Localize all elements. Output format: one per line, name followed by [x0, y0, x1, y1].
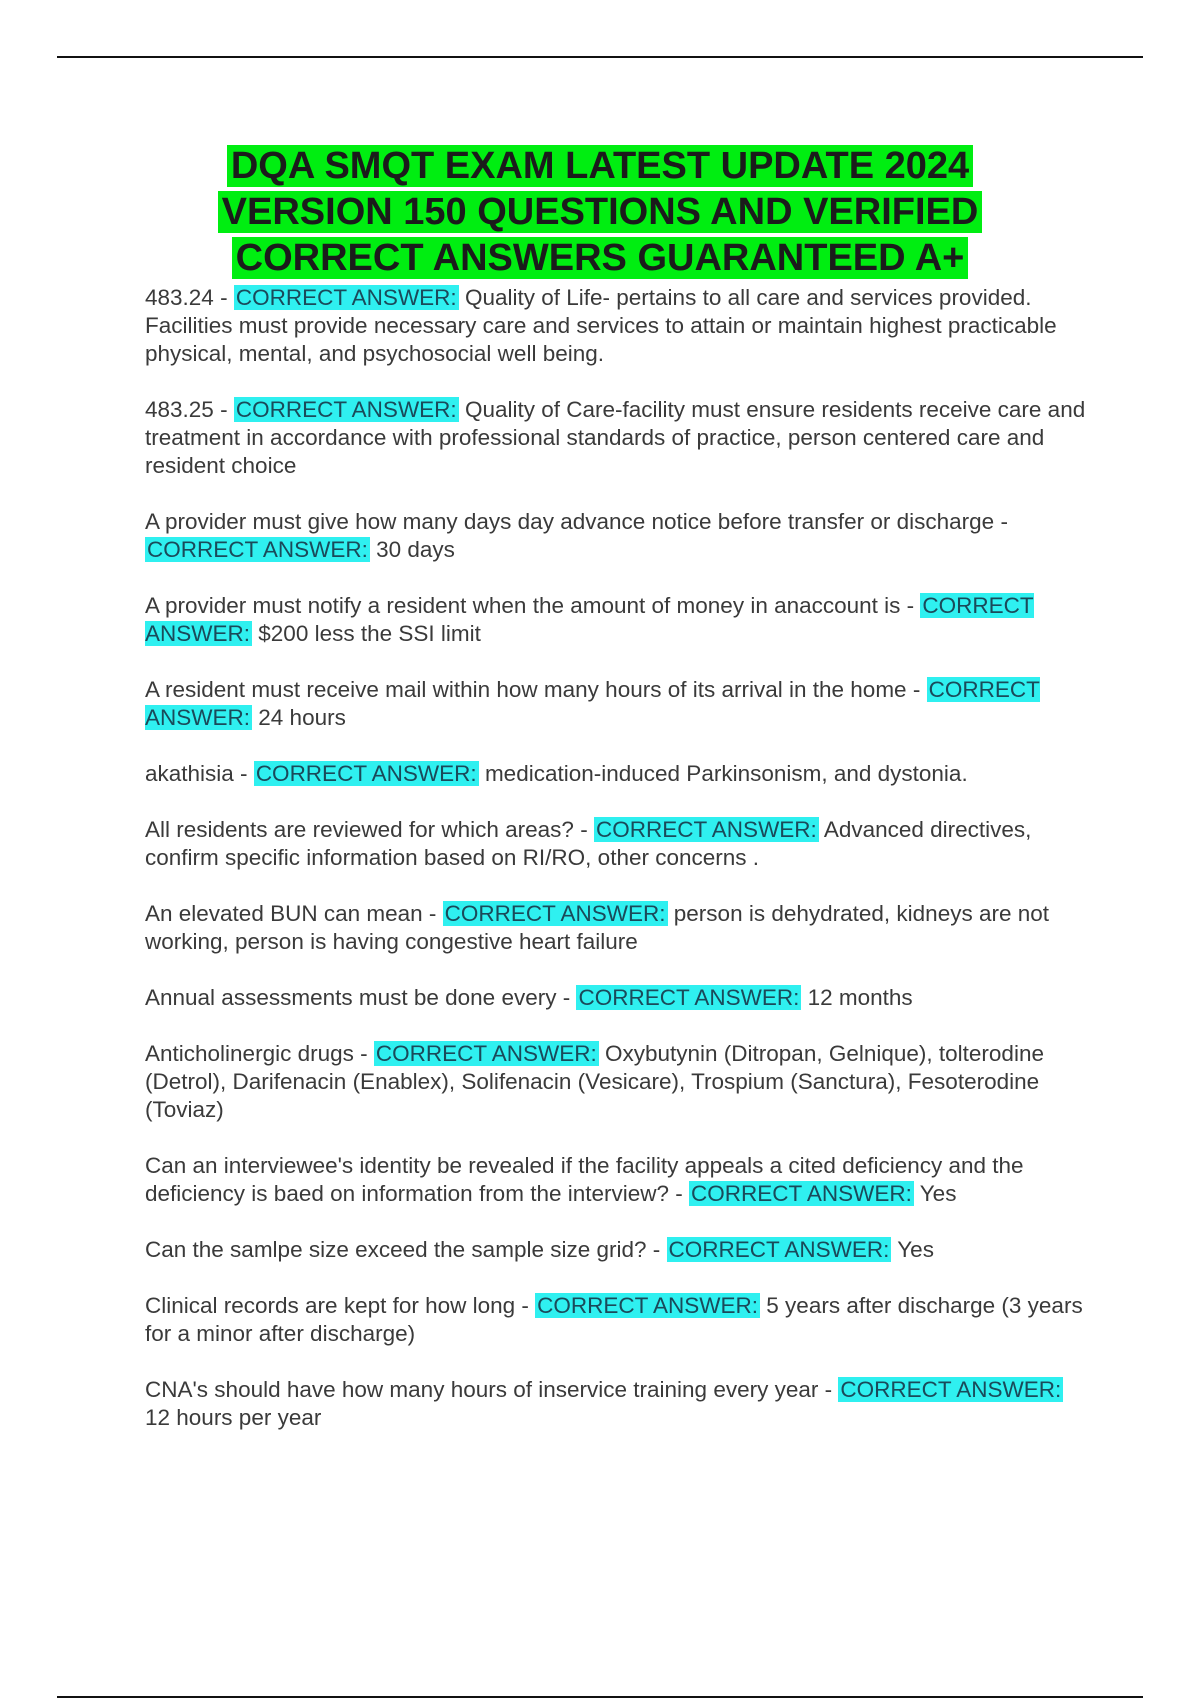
- question-text: Can an interviewee's identity be revealed if the facility appeals a cited deficiency and the deficiency is baed on information from the interview? -: [145, 1153, 1024, 1206]
- question-text: Can the samlpe size exceed the sample size grid? -: [145, 1237, 667, 1262]
- answer-text: Advanced directives, confirm specific information based on RI/RO, other concerns .: [145, 817, 1032, 870]
- qa-item: [145, 1292, 1090, 1348]
- correct-answer-tag: CORRECT ANSWER:: [235, 285, 457, 310]
- correct-answer-tag: CORRECT ANSWER:: [145, 677, 1040, 730]
- qa-item: [145, 900, 1090, 956]
- qa-item: [145, 1236, 1090, 1264]
- correct-answer-tag: CORRECT ANSWER:: [578, 985, 800, 1010]
- answer-text: medication-induced Parkinsonism, and dystonia.: [484, 761, 968, 786]
- qa-item: [145, 1040, 1090, 1124]
- qa-item: [145, 676, 1090, 732]
- question-text: A provider must notify a resident when the amount of money in anaccount is -: [145, 593, 921, 618]
- correct-answer-tag: CORRECT ANSWER:: [691, 1181, 912, 1206]
- question-text: A resident must receive mail within how many hours of its arrival in the home -: [145, 677, 927, 702]
- qa-item: [145, 984, 1090, 1012]
- answer-text: 12 months: [807, 985, 913, 1010]
- document-title: [150, 143, 1050, 281]
- question-text: 483.24 -: [145, 285, 234, 310]
- answer-text: 5 years after discharge (3 years for a minor after discharge): [145, 1293, 1083, 1346]
- qa-item: [145, 760, 1090, 788]
- qa-item: [145, 508, 1090, 564]
- qa-item: [145, 816, 1090, 872]
- correct-answer-tag: CORRECT ANSWER:: [537, 1293, 759, 1318]
- qa-item: [145, 1152, 1090, 1208]
- qa-item: [145, 1376, 1090, 1432]
- answer-text: 24 hours: [258, 705, 346, 730]
- correct-answer-tag: CORRECT ANSWER:: [145, 593, 1034, 646]
- question-text: All residents are reviewed for which areas? -: [145, 817, 594, 842]
- answer-text: Yes: [897, 1237, 934, 1262]
- answer-text: $200 less the SSI limit: [258, 621, 481, 646]
- correct-answer-tag: CORRECT ANSWER:: [147, 537, 368, 562]
- answer-text: person is dehydrated, kidneys are not working, person is having congestive heart failure: [145, 901, 1050, 954]
- question-text: Anticholinergic drugs -: [145, 1041, 374, 1066]
- answer-text: Quality of Care-facility must ensure residents receive care and treatment in accordance with professional standards of practice, person centered care and resident choice: [145, 397, 1086, 478]
- question-text: akathisia -: [145, 761, 254, 786]
- correct-answer-tag: CORRECT ANSWER:: [235, 397, 457, 422]
- answer-text: Quality of Life- pertains to all care and services provided. Facilities must provide necessary care and services to attain or maintain highest practicable physical, mental, and psychosocial well being.: [145, 285, 1057, 366]
- bottom-rule: [57, 1696, 1143, 1698]
- correct-answer-tag: CORRECT ANSWER:: [444, 901, 666, 926]
- qa-item: [145, 592, 1090, 648]
- question-text: Annual assessments must be done every -: [145, 985, 577, 1010]
- answer-text: 12 hours per year: [145, 1405, 322, 1430]
- question-text: 483.25 -: [145, 397, 234, 422]
- question-text: A provider must give how many days day advance notice before transfer or discharge -: [145, 509, 1008, 534]
- title-line-2: VERSION 150 QUESTIONS AND VERIFIED: [218, 191, 983, 233]
- question-text: CNA's should have how many hours of inservice training every year -: [145, 1377, 839, 1402]
- correct-answer-tag: CORRECT ANSWER:: [595, 817, 817, 842]
- title-line-1: DQA SMQT EXAM LATEST UPDATE 2024: [227, 145, 973, 187]
- answer-text: 30 days: [376, 537, 455, 562]
- correct-answer-tag: CORRECT ANSWER:: [255, 761, 477, 786]
- question-text: An elevated BUN can mean -: [145, 901, 443, 926]
- qa-item: [145, 396, 1090, 480]
- correct-answer-tag: CORRECT ANSWER:: [375, 1041, 597, 1066]
- title-line-3: CORRECT ANSWERS GUARANTEED A+: [232, 237, 969, 279]
- top-rule: [57, 56, 1143, 58]
- correct-answer-tag: CORRECT ANSWER:: [840, 1377, 1062, 1402]
- qa-list: [145, 284, 1090, 1460]
- question-text: Clinical records are kept for how long -: [145, 1293, 536, 1318]
- answer-text: Yes: [919, 1181, 957, 1206]
- qa-item: [145, 284, 1090, 368]
- answer-text: Oxybutynin (Ditropan, Gelnique), tolterodine (Detrol), Darifenacin (Enablex), Solifenacin (Vesicare), Trospium (Sanctura), Fesoterodine (Toviaz): [145, 1041, 1044, 1122]
- correct-answer-tag: CORRECT ANSWER:: [668, 1237, 890, 1262]
